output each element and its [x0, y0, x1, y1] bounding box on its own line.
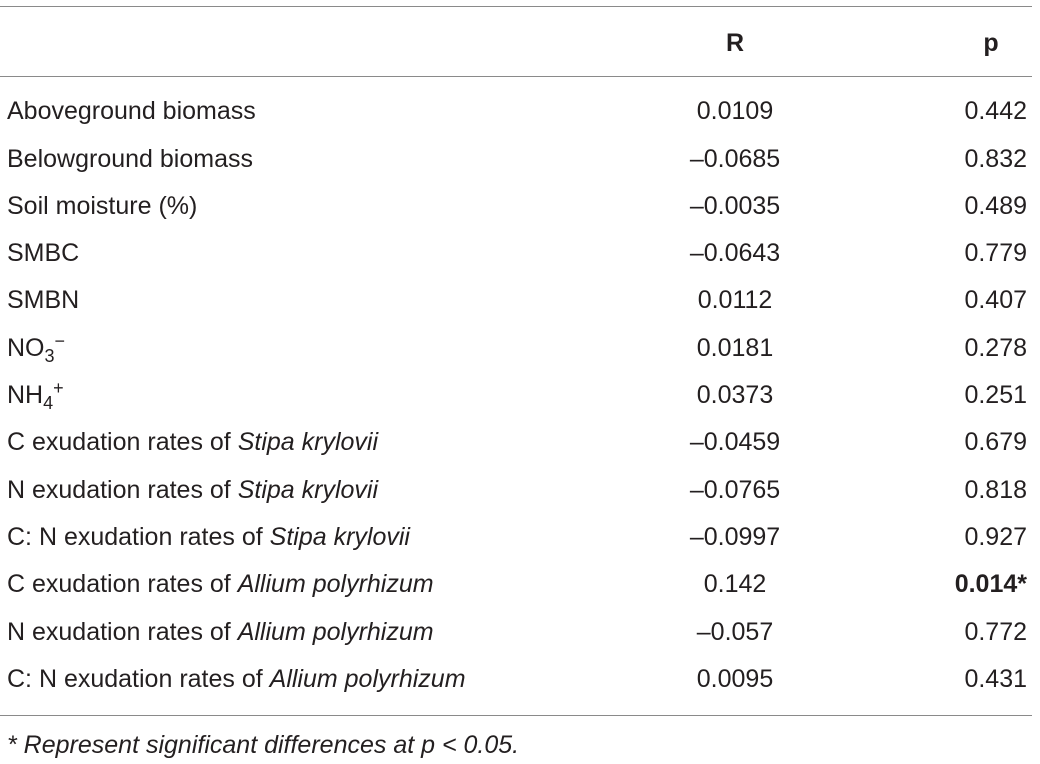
table-footnote: * Represent significant differences at p < 0.05.: [7, 731, 520, 759]
row-label: [7, 609, 434, 656]
row-label: [7, 656, 466, 703]
row-label-species: Stipa krylovii: [237, 428, 379, 456]
row-label-base: NH: [7, 381, 44, 409]
table-row: [0, 514, 1040, 561]
r-value: 0.0373: [696, 381, 774, 409]
row-label-species: Stipa krylovii: [269, 523, 410, 551]
p-value: 0.278: [964, 334, 1027, 362]
r-value: –0.0765: [689, 476, 781, 504]
table-row: [0, 325, 1040, 372]
r-value: 0.0181: [696, 334, 774, 362]
table-top-rule: [0, 6, 1032, 7]
p-value: 0.679: [964, 428, 1027, 456]
row-label-prefix: C: N exudation rates of: [7, 523, 270, 551]
row-label-species: Stipa krylovii: [237, 476, 379, 504]
p-value: 0.832: [964, 145, 1027, 173]
p-value: 0.772: [964, 618, 1027, 646]
row-label: Soil moisture (%): [7, 192, 198, 220]
row-label-prefix: N exudation rates of: [7, 618, 238, 646]
table-header-rule: [0, 76, 1032, 77]
p-value: 0.442: [964, 97, 1027, 125]
r-value: –0.0997: [689, 523, 781, 551]
row-label-species: Allium polyrhizum: [237, 570, 434, 598]
column-header-p: p: [983, 29, 999, 57]
row-label: [7, 372, 64, 421]
p-value-significant: 0.014*: [954, 570, 1027, 598]
row-label: [7, 467, 378, 514]
row-label-species: Allium polyrhizum: [237, 618, 434, 646]
row-label: [7, 325, 65, 374]
table-row: [0, 372, 1040, 419]
row-label-subscript: 4: [43, 393, 54, 413]
p-value: 0.779: [964, 239, 1027, 267]
table-row: [0, 561, 1040, 608]
table-row: [0, 277, 1040, 324]
row-label: [7, 514, 410, 561]
r-value: 0.142: [703, 570, 767, 598]
row-label-prefix: C exudation rates of: [7, 428, 238, 456]
p-value: 0.251: [964, 381, 1027, 409]
row-label-superscript: −: [54, 331, 66, 351]
row-label: [7, 561, 434, 608]
p-value: 0.407: [964, 286, 1027, 314]
table-row: [0, 136, 1040, 183]
p-value: 0.489: [964, 192, 1027, 220]
row-label-superscript: +: [53, 378, 64, 398]
r-value: 0.0109: [696, 97, 774, 125]
table-row: [0, 88, 1040, 135]
row-label: SMBC: [7, 239, 80, 267]
column-header-r: R: [725, 29, 745, 57]
table-row: [0, 467, 1040, 514]
r-value: 0.0095: [696, 665, 774, 693]
r-value: 0.0112: [697, 286, 773, 314]
p-value: 0.818: [964, 476, 1027, 504]
row-label-subscript: 3: [44, 346, 55, 366]
row-label: SMBN: [7, 286, 80, 314]
table-row: [0, 230, 1040, 277]
r-value: –0.0685: [689, 145, 781, 173]
p-value: 0.431: [964, 665, 1027, 693]
row-label-prefix: C: N exudation rates of: [7, 665, 270, 693]
table-row: [0, 183, 1040, 230]
row-label-base: NO: [7, 334, 45, 362]
table-row: [0, 419, 1040, 466]
row-label: [7, 419, 378, 466]
row-label-species: Allium polyrhizum: [269, 665, 466, 693]
row-label-prefix: C exudation rates of: [7, 570, 238, 598]
row-label: Belowground biomass: [7, 145, 253, 173]
row-label: Aboveground biomass: [7, 97, 256, 125]
table-row: [0, 656, 1040, 703]
r-value: –0.0459: [689, 428, 781, 456]
table-bottom-rule: [0, 715, 1032, 716]
r-value: –0.057: [696, 618, 774, 646]
row-label-prefix: N exudation rates of: [7, 476, 238, 504]
r-value: –0.0643: [689, 239, 781, 267]
r-value: –0.0035: [689, 192, 781, 220]
table-row: [0, 609, 1040, 656]
p-value: 0.927: [964, 523, 1027, 551]
